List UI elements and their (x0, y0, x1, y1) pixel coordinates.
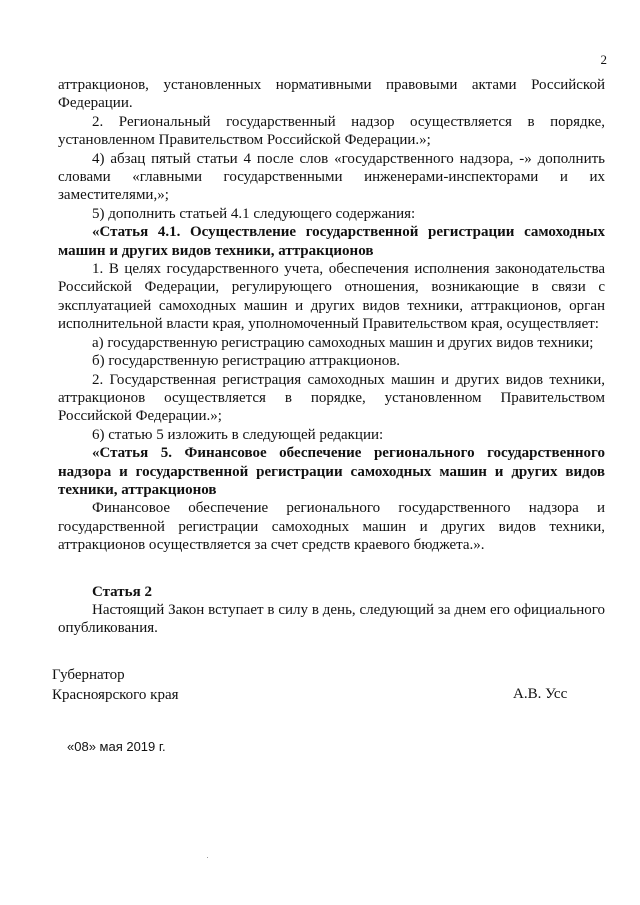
article-2-title: Статья 2 (92, 583, 152, 600)
paragraph-item-4: 4) абзац пятый статьи 4 после слов «государственного надзора, -» дополнить словами «главными государственными инженерами-инспекторами и их заместителями,»; (58, 150, 605, 204)
paragraph-item-5: 5) дополнить статьей 4.1 следующего содержания: (92, 205, 416, 222)
signer-position-line-2: Красноярского края (52, 687, 179, 703)
paragraph-continuation: аттракционов, установленных нормативными правовыми актами Российской (58, 77, 605, 93)
signature-block (52, 665, 179, 705)
paragraph-continuation-end: Федерации. (58, 95, 133, 112)
article-2-text: Настоящий Закон вступает в силу в день, следующий за днем его официального опубликования. (58, 601, 605, 637)
paragraph-item-2: 2. Региональный государственный надзор осуществляется в порядке, установленном Правительством Российской Федерации.»; (58, 113, 605, 149)
article-5-text: Финансовое обеспечение регионального государственного надзора и государственной регистрации самоходных машин и других видов техники, аттракционов осуществляется за счет средств краевого бюджета.». (58, 500, 605, 554)
signing-date: «08» мая 2019 г. (67, 739, 166, 754)
article-4-1-item-b: б) государственную регистрацию аттракционов. (92, 353, 401, 370)
signer-position-line-1: Губернатор (52, 667, 125, 683)
signer-name: А.В. Усс (513, 686, 568, 702)
paragraph-item-6: 6) статью 5 изложить в следующей редакции: (92, 426, 384, 443)
article-4-1-part-2: 2. Государственная регистрация самоходных машин и других видов техники, аттракционов осуществляется в порядке, установленном Правительством Российской Федерации.»; (58, 371, 605, 425)
article-4-1-item-a: а) государственную регистрацию самоходных машин и других видов техники; (92, 334, 594, 351)
scan-speck (207, 857, 208, 858)
article-4-1-heading: «Статья 4.1. Осуществление государственной регистрации самоходных машин и других видов техники, аттракционов (58, 224, 605, 259)
article-4-1-part-1: 1. В целях государственного учета, обеспечения исполнения законодательства Российской Федерации, регулирующего отношения, возникающие в связи с эксплуатацией самоходных машин и других видов техники, аттракционов, орган исполнительной власти края, уполномоченный Правительством края, осуществляет: (58, 261, 605, 333)
page-number: 2 (600, 52, 607, 67)
document-body (58, 76, 605, 638)
article-5-heading: «Статья 5. Финансовое обеспечение регионального государственного надзора и государственной регистрации самоходных машин и других видов техники, аттракционов (58, 445, 605, 498)
